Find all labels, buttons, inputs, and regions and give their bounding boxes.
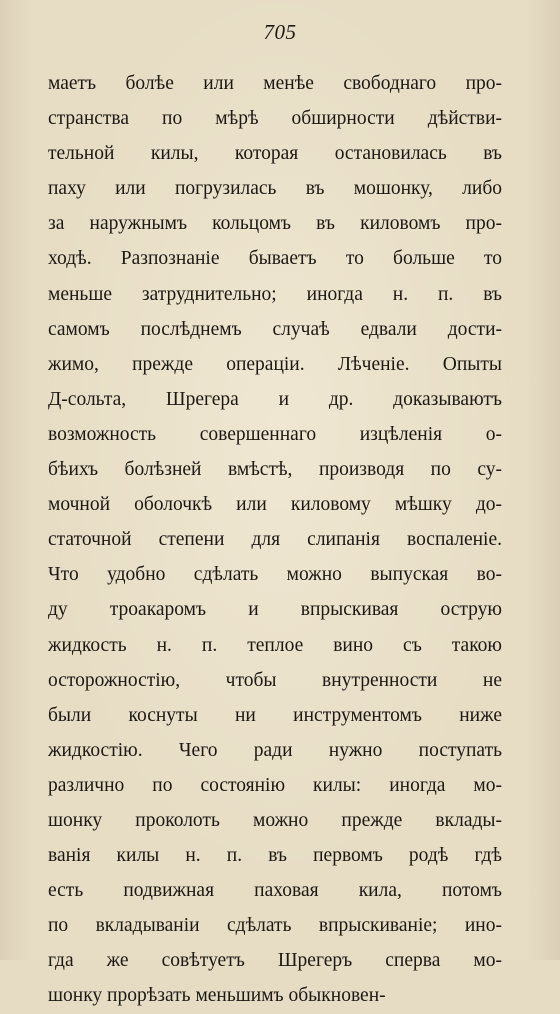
text-segment: паху или погрузилась въ мошонку, либо bbox=[48, 178, 502, 200]
text-segment: жимо, прежде операціи. bbox=[48, 353, 338, 375]
text-line bbox=[48, 768, 502, 803]
text-line bbox=[48, 698, 502, 733]
italic-text-segment: Лѣченіе. bbox=[337, 353, 410, 375]
text-segment: возможность совершеннаго изцѣленія о- bbox=[48, 423, 502, 445]
text-segment: гда же совѣтуетъ Шрегеръ сперва мо- bbox=[48, 950, 502, 972]
text-line bbox=[48, 628, 502, 663]
italic-text-segment: мочной оболочкѣ или киловому мѣшку до- bbox=[48, 494, 502, 516]
text-line bbox=[48, 382, 502, 417]
text-line bbox=[48, 101, 502, 136]
text-segment: по вкладываніи сдѣлать впрыскиваніе; ино- bbox=[48, 915, 502, 937]
text-segment: меньше затруднительно; иногда н. п. въ bbox=[48, 283, 502, 305]
text-segment: тельной килы, которая остановилась въ bbox=[48, 143, 502, 165]
italic-text-segment: Шрегера bbox=[165, 388, 239, 410]
text-segment: шонку прорѣзать меньшимъ обыкновен- bbox=[48, 985, 386, 1007]
text-segment: самомъ послѣднемъ случаѣ едвали дости- bbox=[48, 318, 502, 340]
text-line bbox=[48, 347, 502, 382]
text-segment: жидкостію. Чего ради нужно поступать bbox=[48, 739, 502, 761]
text-line bbox=[48, 978, 502, 1013]
text-segment: шонку проколоть можно прежде вклады- bbox=[48, 809, 502, 831]
text-line bbox=[48, 171, 502, 206]
text-line bbox=[48, 733, 502, 768]
text-segment: Опыты bbox=[409, 353, 502, 375]
text-segment: ду троакаромъ и впрыскивая острую bbox=[48, 599, 502, 621]
text-line bbox=[48, 557, 502, 592]
text-line bbox=[48, 417, 502, 452]
text-segment: были коснуты ни инструментомъ ниже bbox=[48, 704, 502, 726]
text-segment: бѣихъ болѣзней вмѣстѣ, bbox=[48, 459, 319, 481]
text-line bbox=[48, 663, 502, 698]
text-segment: маетъ болѣе или менѣе свободнаго про- bbox=[48, 73, 502, 94]
text-segment: бываетъ то больше то bbox=[219, 248, 502, 270]
text-line bbox=[48, 908, 502, 943]
text-line bbox=[48, 66, 502, 101]
text-line bbox=[48, 592, 502, 627]
text-line bbox=[48, 136, 502, 171]
text-segment: за наружнымъ кольцомъ въ киловомъ про- bbox=[48, 213, 502, 235]
italic-text-segment: производя по су- bbox=[318, 459, 502, 481]
text-line bbox=[48, 206, 502, 241]
text-segment: странства по мѣрѣ обширности дѣйстви- bbox=[48, 108, 502, 130]
body-text bbox=[48, 66, 502, 1014]
text-segment: ходѣ. bbox=[48, 248, 121, 270]
text-segment: и др. доказываютъ bbox=[238, 388, 503, 410]
text-line bbox=[48, 838, 502, 873]
text-segment: осторожностію, чтобы внутренности не bbox=[48, 669, 502, 691]
text-segment: жидкость н. п. теплое вино съ такою bbox=[48, 634, 502, 656]
page-number: 705 bbox=[263, 20, 297, 44]
text-line bbox=[48, 312, 502, 347]
text-segment: Что удобно сдѣлать можно выпуская во- bbox=[48, 564, 502, 586]
italic-text-segment: Д-сольта, bbox=[48, 388, 127, 410]
text-segment: есть подвижная паховая кила, потомъ bbox=[48, 880, 502, 902]
italic-text-segment: Разпознаніе bbox=[120, 248, 220, 270]
text-line bbox=[48, 522, 502, 557]
text-segment: ванія килы н. п. въ первомъ родѣ гдѣ bbox=[48, 845, 502, 867]
text-line bbox=[48, 943, 502, 978]
text-line bbox=[48, 277, 502, 312]
text-line bbox=[48, 487, 502, 522]
text-line bbox=[48, 452, 502, 487]
text-line bbox=[48, 873, 502, 908]
text-line bbox=[48, 803, 502, 838]
italic-text-segment: статочной степени для слипанія воспаленіе. bbox=[48, 529, 502, 551]
text-segment bbox=[126, 389, 166, 410]
text-line bbox=[48, 241, 502, 276]
text-segment: различно по состоянію килы: иногда мо- bbox=[48, 774, 502, 796]
